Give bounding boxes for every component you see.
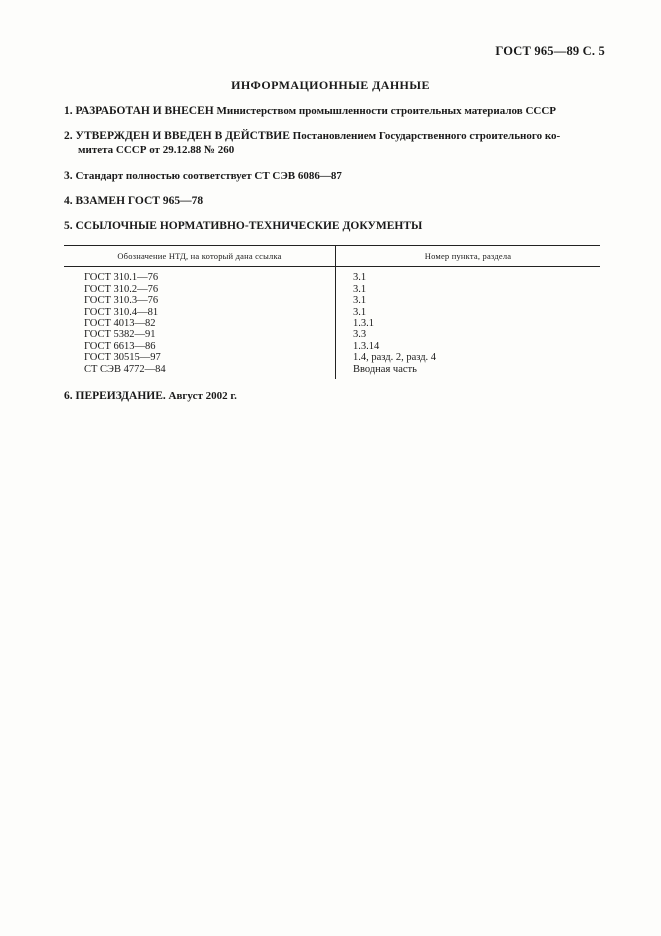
- table-row: [64, 284, 600, 295]
- item-developed: [64, 104, 604, 118]
- table-row: [64, 352, 600, 363]
- table-row: [64, 307, 600, 318]
- table-row: [64, 267, 600, 284]
- item-text: Постановлением Государственного строительного ко-: [289, 130, 561, 142]
- item-reissue: [64, 389, 604, 403]
- clause-cell: 3.3: [353, 329, 367, 341]
- table-row: [64, 329, 600, 340]
- item-replaces: [64, 194, 604, 208]
- table-row: [64, 295, 600, 306]
- column-header-document: Обозначение НТД, на который дана ссылка: [64, 246, 336, 267]
- item-text: Август 2002 г.: [165, 390, 237, 402]
- item-lead: ПЕРЕИЗДАНИЕ.: [75, 390, 166, 402]
- item-number: 1.: [64, 105, 73, 117]
- item-number: 4.: [64, 195, 73, 207]
- item-number: 6.: [64, 390, 73, 402]
- document-cell: ГОСТ 4013—82: [64, 318, 336, 329]
- clause-cell: Вводная часть: [353, 363, 417, 375]
- clause-cell: 3.1: [353, 272, 367, 284]
- clause-cell: 3.1: [353, 283, 367, 295]
- table-row: [64, 318, 600, 329]
- item-lead: ВЗАМЕН ГОСТ 965—78: [75, 195, 204, 207]
- document-cell: ГОСТ 310.4—81: [64, 307, 336, 318]
- item-lead: УТВЕРЖДЕН И ВВЕДЕН В ДЕЙСТВИЕ: [75, 130, 290, 142]
- page-header: ГОСТ 965—89 С. 5: [495, 44, 605, 58]
- item-compliance: [64, 169, 604, 183]
- table-header-row: [64, 246, 600, 267]
- item-lead: РАЗРАБОТАН И ВНЕСЕН: [75, 105, 214, 117]
- item-approved: [64, 129, 604, 157]
- clause-cell: 3.1: [353, 295, 367, 307]
- document-cell: ГОСТ 310.1—76: [64, 267, 336, 284]
- item-text-continuation: митета СССР от 29.12.88 № 260: [78, 144, 235, 156]
- item-text: Стандарт полностью соответствует СТ СЭВ 6086—87: [75, 170, 342, 182]
- clause-cell: 1.3.14: [353, 340, 380, 352]
- item-text: Министерством промышленности строительных материалов СССР: [213, 105, 557, 117]
- clause-cell: 1.4, разд. 2, разд. 4: [353, 352, 437, 364]
- item-number: 5.: [64, 220, 73, 232]
- item-number: 3.: [64, 170, 73, 182]
- document-cell: ГОСТ 5382—91: [64, 329, 336, 340]
- document-cell: ГОСТ 30515—97: [64, 352, 336, 363]
- item-references: [64, 219, 604, 233]
- table-row: [64, 341, 600, 352]
- clause-cell: 1.3.1: [353, 318, 374, 330]
- column-header-clause: Номер пункта, раздела: [336, 246, 601, 267]
- document-cell: ГОСТ 6613—86: [64, 341, 336, 352]
- item-lead: ССЫЛОЧНЫЕ НОРМАТИВНО-ТЕХНИЧЕСКИЕ ДОКУМЕНТЫ: [75, 220, 423, 232]
- references-table: [64, 245, 600, 379]
- document-title: ИНФОРМАЦИОННЫЕ ДАННЫЕ: [231, 78, 430, 92]
- clause-cell: 3.1: [353, 306, 367, 318]
- document-cell: СТ СЭВ 4772—84: [64, 364, 336, 379]
- item-number: 2.: [64, 130, 73, 142]
- document-cell: ГОСТ 310.3—76: [64, 295, 336, 306]
- document-cell: ГОСТ 310.2—76: [64, 284, 336, 295]
- table-row: [64, 364, 600, 379]
